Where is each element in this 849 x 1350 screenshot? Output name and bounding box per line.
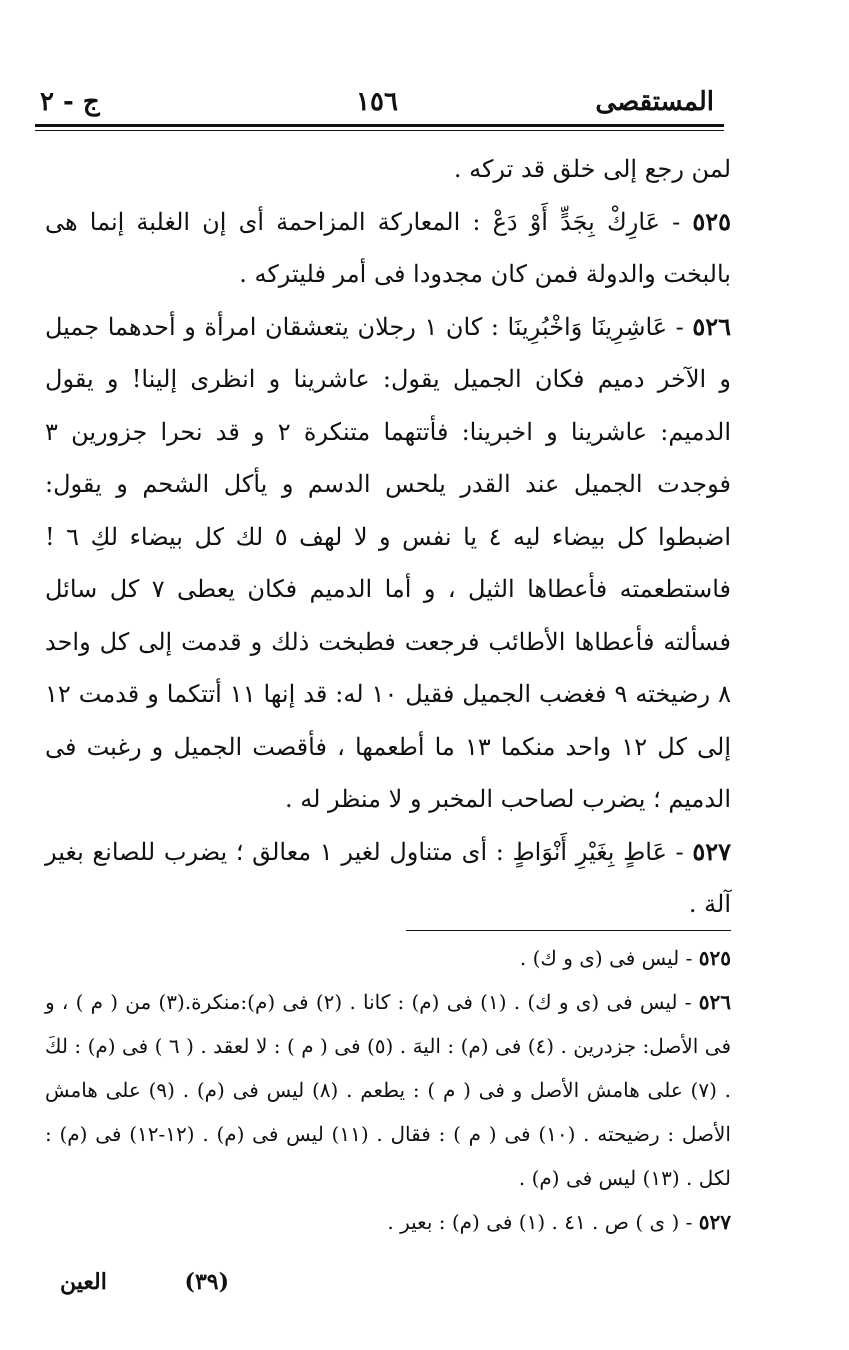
entry-text: - عَاطٍ بِغَيْرِ أَنْوَاطٍ : أى متناول لغير ١ معالق ؛ يضرب للصانع بغير آلة . bbox=[45, 837, 731, 918]
gathering-number: (٣٩) bbox=[184, 1269, 229, 1295]
continuation-line: لمن رجع إلى خلق قد تركه . bbox=[453, 155, 731, 183]
footnote-527 bbox=[45, 1200, 731, 1244]
footnote-number: ٥٢٦ bbox=[698, 990, 731, 1014]
footnote-text: - ( ى ) ص . ٤١ . (١) فى (م) : بعير . bbox=[387, 1210, 693, 1234]
printer-signature bbox=[60, 1262, 229, 1302]
entry-526 bbox=[45, 301, 731, 826]
entry-number: ٥٢٧ bbox=[692, 836, 731, 866]
entry-number: ٥٢٦ bbox=[692, 311, 731, 341]
footnote-number: ٥٢٥ bbox=[698, 946, 731, 970]
book-title: المستقصى bbox=[595, 87, 714, 117]
footnote-number: ٥٢٧ bbox=[698, 1210, 731, 1234]
footnote-525 bbox=[45, 936, 731, 980]
page-number: ١٥٦ bbox=[356, 87, 398, 117]
entry-number: ٥٢٥ bbox=[692, 206, 731, 236]
entry-text: - عَارِكْ بِجَدٍّ أَوْ دَعْ : المعاركة المزاحمة أى إن الغلبة إنما هى بالبخت والدولة فمن كان مجدودا فى أمر فليتركه . bbox=[45, 207, 731, 288]
catchword: العين bbox=[60, 1269, 107, 1295]
footnote-text: - ليس فى (ى و ك) . (١) فى (م) : كانا . (٢) فى (م):منكرة.(٣) من ( م ) ، و فى الأصل: جزدرين . (٤) فى (م) : اليهَ . (٥) فى ( م ) : لا لعقد . ( ٦ ) فى (م) : لكَ . (٧) على هامش الأصل و فى ( م ) : يطعم . (٨) ليس فى (م) . (٩) على هامش الأصل : رضيحته . (١٠) فى ( م ) : فقال . (١١) ليس فى (م) . (١٢-١٢) فى (م) : لكل . (١٣) ليس فى (م) . bbox=[45, 990, 732, 1190]
footnotes bbox=[45, 936, 731, 1244]
footnote-526 bbox=[45, 980, 731, 1200]
header-rule-thin bbox=[35, 130, 724, 131]
entry-525 bbox=[45, 196, 731, 301]
footnote-separator bbox=[406, 930, 731, 931]
main-text bbox=[45, 143, 731, 931]
running-head bbox=[40, 82, 714, 122]
header-rule-thick bbox=[35, 124, 724, 127]
footnote-text: - ليس فى (ى و ك) . bbox=[519, 946, 693, 970]
entry-text: - عَاشِرِينَا وَاخْبُرِينَا : كان ١ رجلان يتعشقان امرأة و أحدهما جميل و الآخر دميم فكان الجميل يقول: عاشرينا و انظرى إلينا! و يقول الدميم: عاشرينا و اخبرينا: فأتتهما متنكرة ٢ و قد نحرا جزورين ٣ فوجدت الجميل عند القدر يلحس الدسم و يأكل الشحم و يقول: اضبطوا كل بيضاء ليه ٤ يا نفس و لا لهف ٥ لك كل بيضاء لكِ ٦ ! فاستطعمته فأعطاها الثيل ، و أما الدميم فكان يعطى ٧ كل سائل فسألته فأعطاها الأطائب فرجعت فطبخت ذلك و قدمت إلى كل واحد ٨ رضيخته ٩ فغضب الجميل فقيل ١٠ له: قد إنها ١١ أتتكما و قدمت ١٢ إلى كل ١٢ واحد منكما ١٣ ما أطعمها ، فأقصت الجميل و رغبت فى الدميم ؛ يضرب لصاحب المخبر و لا منظر له . bbox=[45, 312, 732, 813]
entry-527 bbox=[45, 826, 731, 931]
volume-label: ج - ٢ bbox=[40, 87, 100, 117]
